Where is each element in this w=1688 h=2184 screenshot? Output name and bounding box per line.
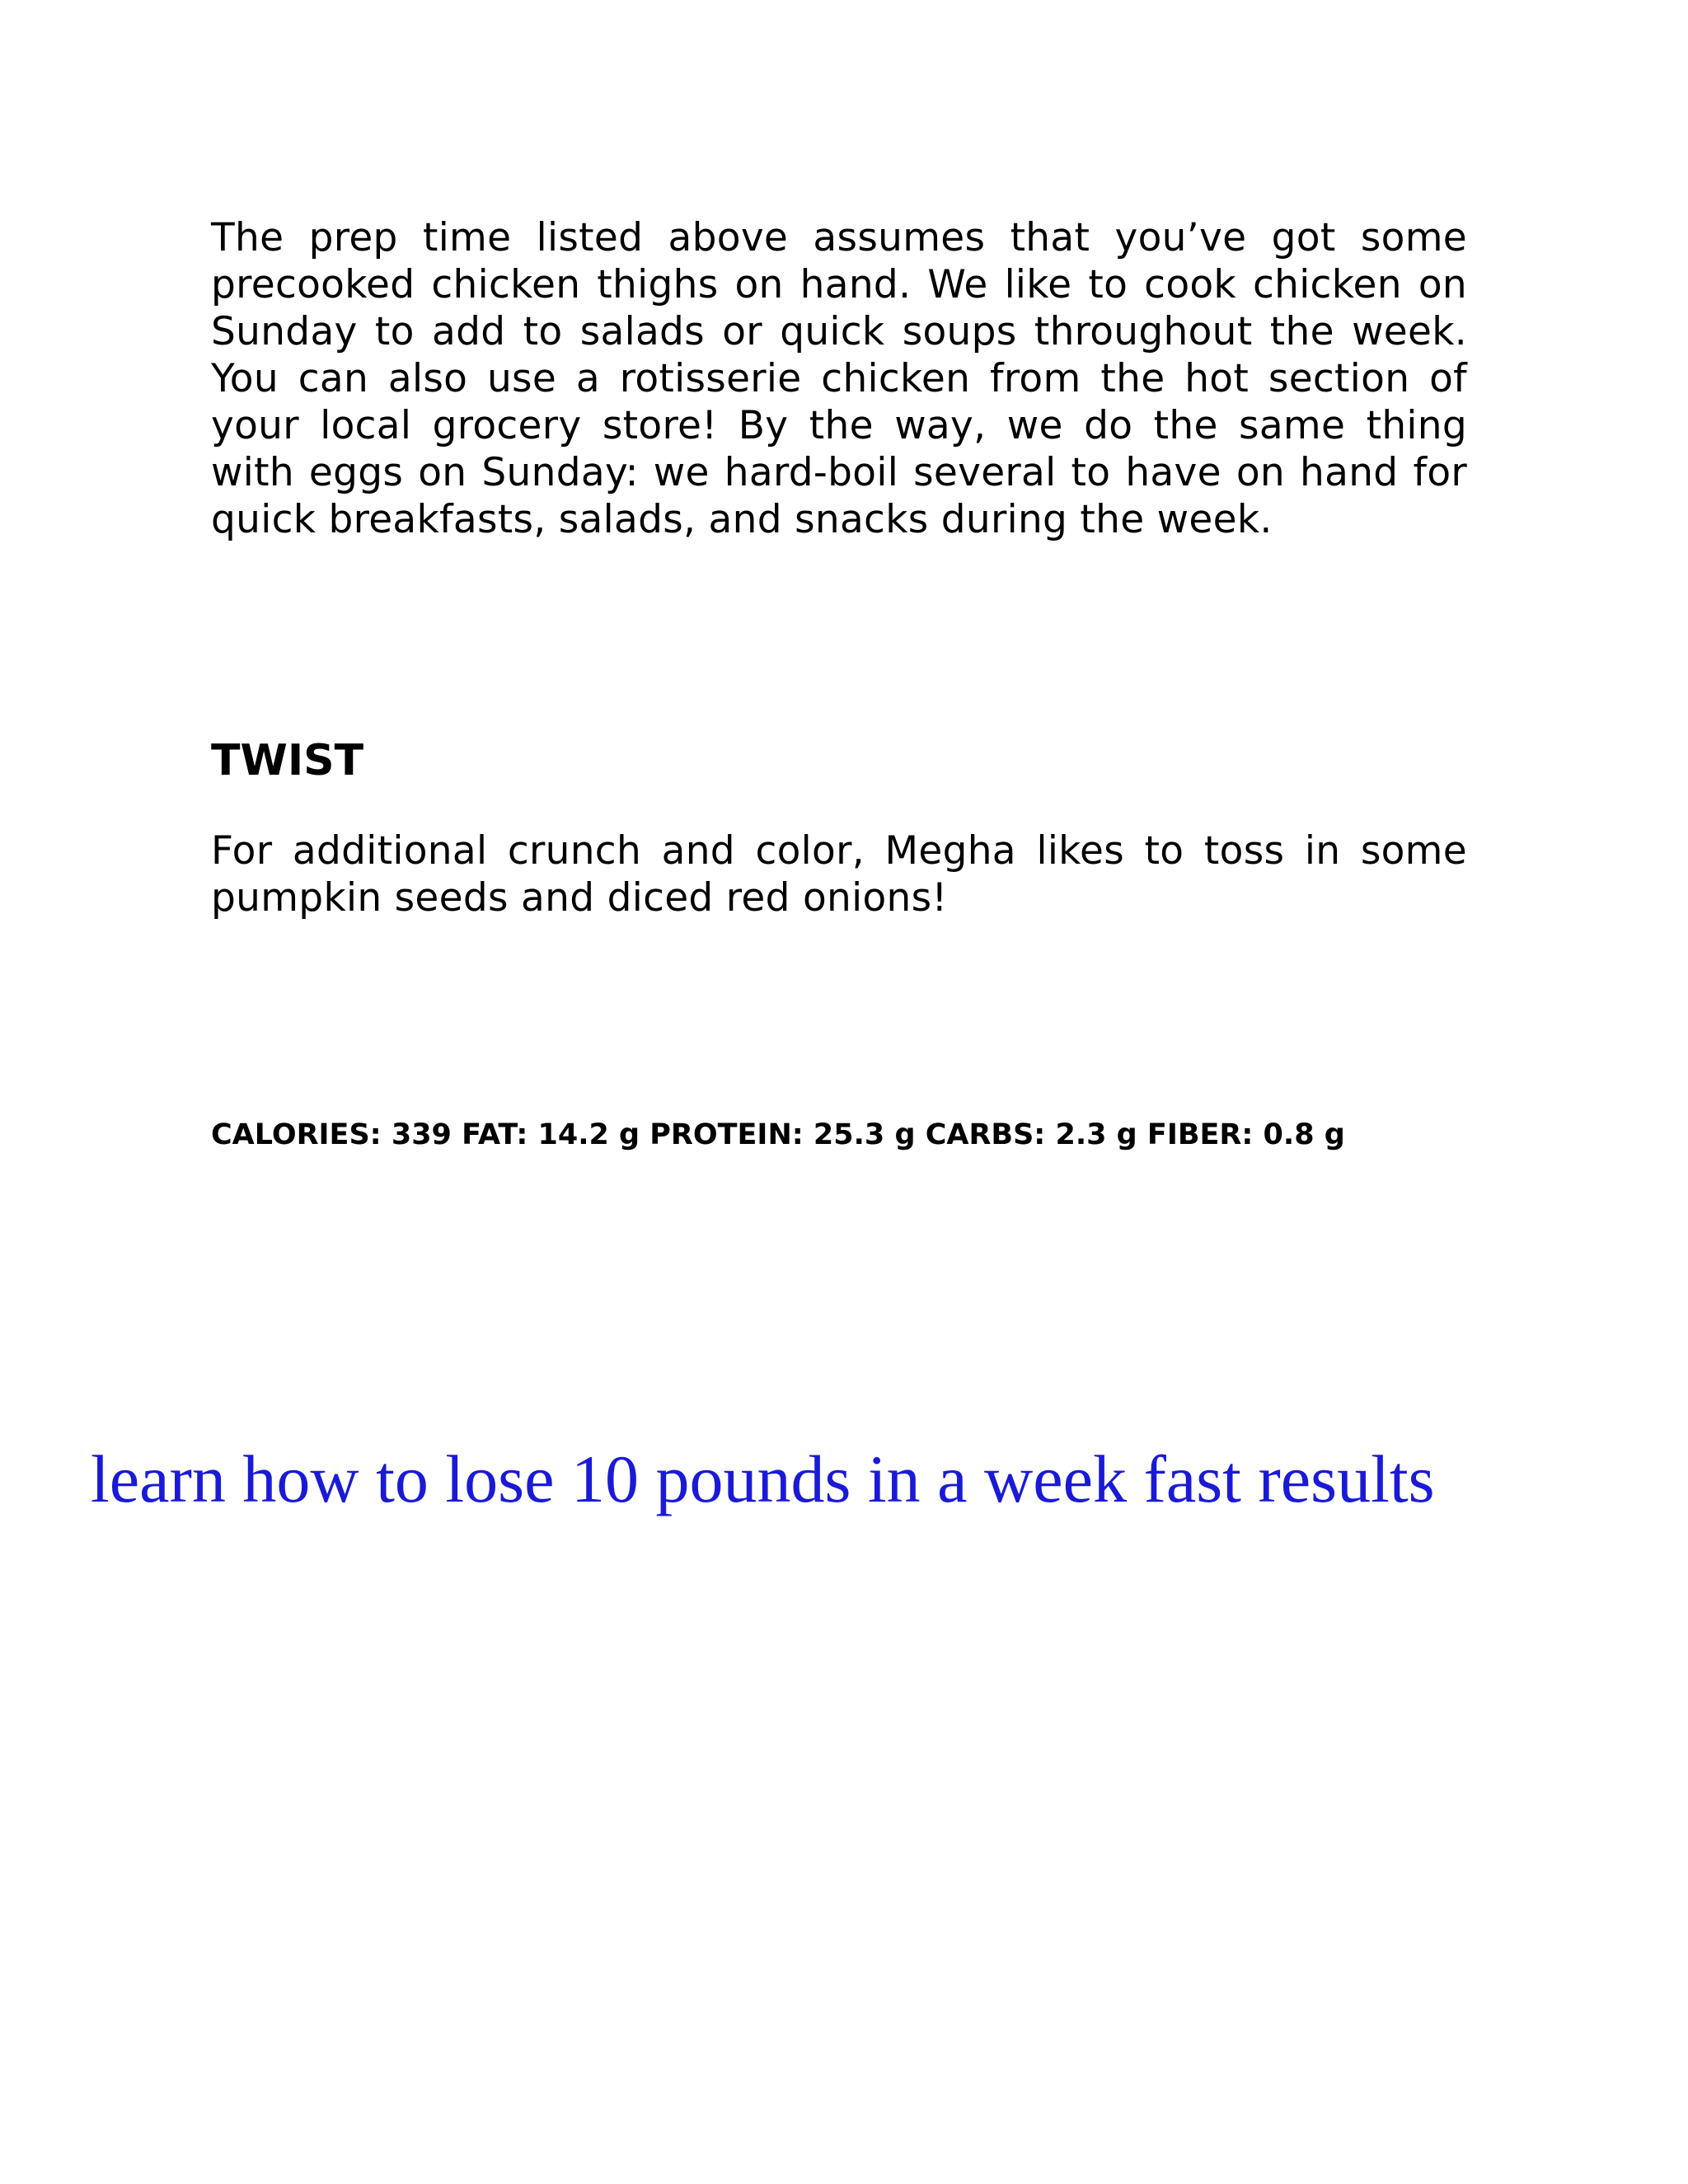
twist-heading: TWIST — [211, 736, 364, 785]
promo-link[interactable]: learn how to lose 10 pounds in a week fast results — [91, 1441, 1435, 1516]
twist-paragraph: For additional crunch and color, Megha likes to toss in some pumpkin seeds and diced red onions! — [211, 828, 1467, 921]
intro-paragraph: The prep time listed above assumes that you’ve got some precooked chicken thighs on hand. We like to cook chicken on Sunday to add to salads or quick soups throughout the week. You can also use a rotisserie chicken from the hot section of your local grocery store! By the way, we do the same thing with eggs on Sunday: we hard-boil several to have on hand for quick breakfasts, salads, and snacks during the week. — [211, 215, 1467, 542]
nutrition-facts: CALORIES: 339 FAT: 14.2 g PROTEIN: 25.3 g CARBS: 2.3 g FIBER: 0.8 g — [211, 1118, 1345, 1151]
